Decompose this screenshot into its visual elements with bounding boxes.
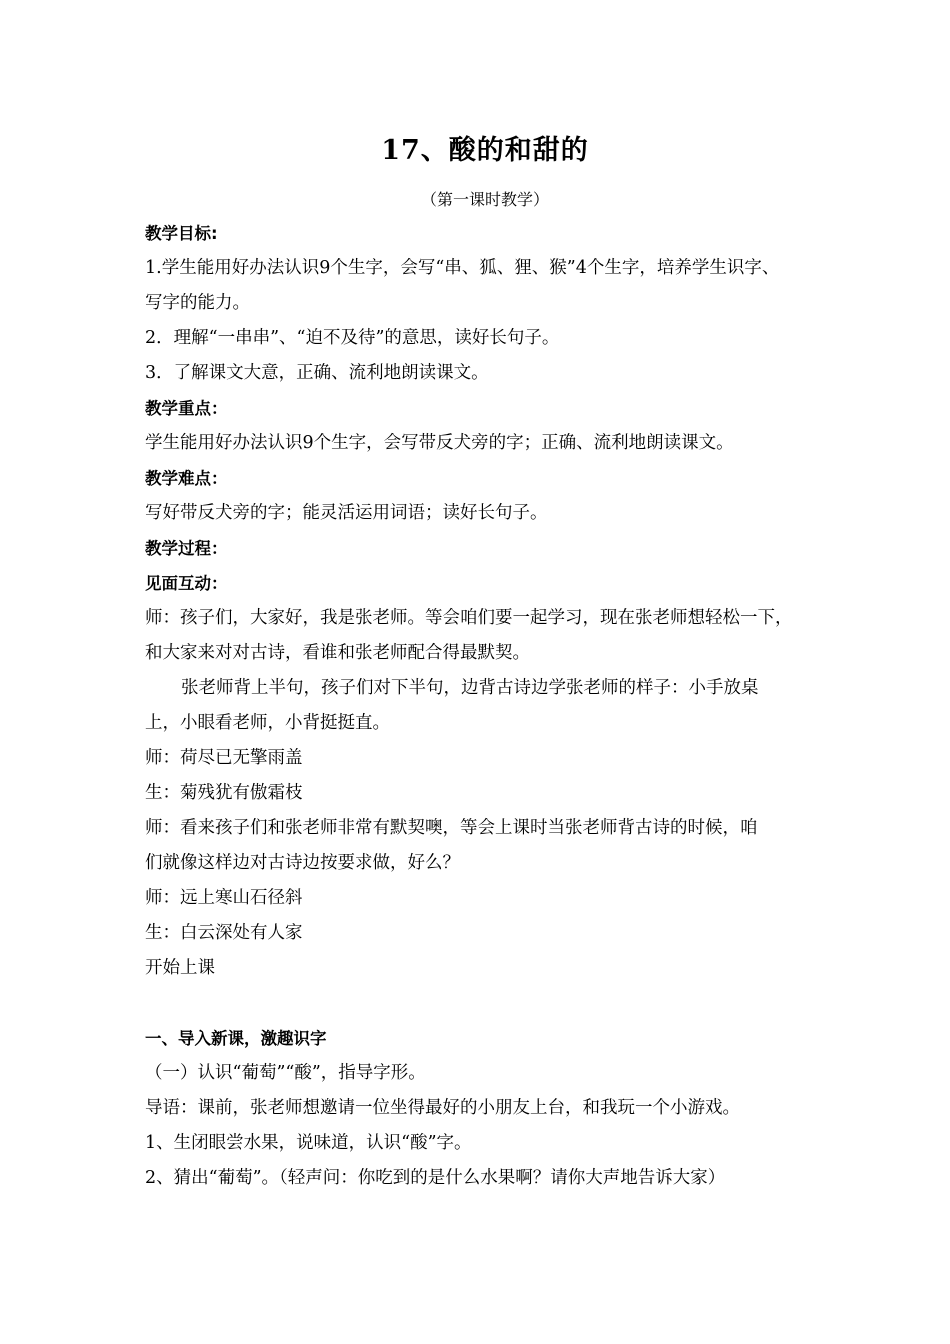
section-1-heading: 一、导入新课，激趣识字: [145, 1029, 327, 1048]
dialogue-line: 生：菊残犹有傲霜枝: [145, 783, 303, 803]
dialogue-line: 师：荷尽已无擎雨盖: [145, 748, 303, 768]
dialogue-line: 上，小眼看老师，小背挺挺直。: [145, 713, 390, 733]
document-title: 17、酸的和甜的: [381, 135, 589, 166]
section-1-subheading: （一）认识“葡萄”“酸”，指导字形。: [145, 1063, 426, 1083]
goal-3: 3．了解课文大意，正确、流利地朗读课文。: [145, 363, 489, 383]
difficulty-text: 写好带反犬旁的字；能灵活运用词语；读好长句子。: [145, 503, 548, 523]
dialogue-line: 生：白云深处有人家: [145, 923, 303, 943]
key-points-text: 学生能用好办法认识9个生字，会写带反犬旁的字；正确、流利地朗读课文。: [145, 433, 734, 453]
process-heading: 教学过程：: [145, 539, 228, 558]
section-1-step-1: 1、生闭眼尝水果，说味道，认识“酸”字。: [145, 1133, 472, 1153]
goal-1-line-2: 写字的能力。: [145, 293, 250, 313]
dialogue-line: 张老师背上半句，孩子们对下半句，边背古诗边学张老师的样子：小手放桌: [181, 678, 759, 698]
section-1-step-2: 2、猜出“葡萄”。（轻声问：你吃到的是什么水果啊？请你大声地告诉大家）: [145, 1168, 726, 1188]
goals-heading: 教学目标:: [145, 224, 218, 243]
section-1-intro: 导语：课前，张老师想邀请一位坐得最好的小朋友上台，和我玩一个小游戏。: [145, 1098, 740, 1118]
dialogue-line: 师：孩子们，大家好，我是张老师。等会咱们要一起学习，现在张老师想轻松一下，: [145, 608, 793, 628]
difficulty-heading: 教学难点：: [145, 469, 228, 488]
interaction-heading: 见面互动：: [145, 574, 228, 593]
dialogue-line: 开始上课: [145, 958, 215, 978]
goal-1-line-1: 1.学生能用好办法认识9个生字，会写“串、狐、狸、猴”4个生字，培养学生识字、: [145, 258, 780, 278]
document-subtitle: （第一课时教学）: [420, 190, 549, 209]
dialogue-line: 和大家来对对古诗，看谁和张老师配合得最默契。: [145, 643, 530, 663]
dialogue-line: 们就像这样边对古诗边按要求做，好么？: [145, 853, 460, 873]
document-body: [145, 130, 825, 1196]
dialogue-line: 师：看来孩子们和张老师非常有默契噢，等会上课时当张老师背古诗的时候，咱: [145, 818, 758, 838]
blank-line: [145, 986, 825, 1021]
dialogue-line: 师：远上寒山石径斜: [145, 888, 303, 908]
goal-2: 2．理解“一串串”、“迫不及待”的意思，读好长句子。: [145, 328, 560, 348]
key-points-heading: 教学重点：: [145, 399, 228, 418]
